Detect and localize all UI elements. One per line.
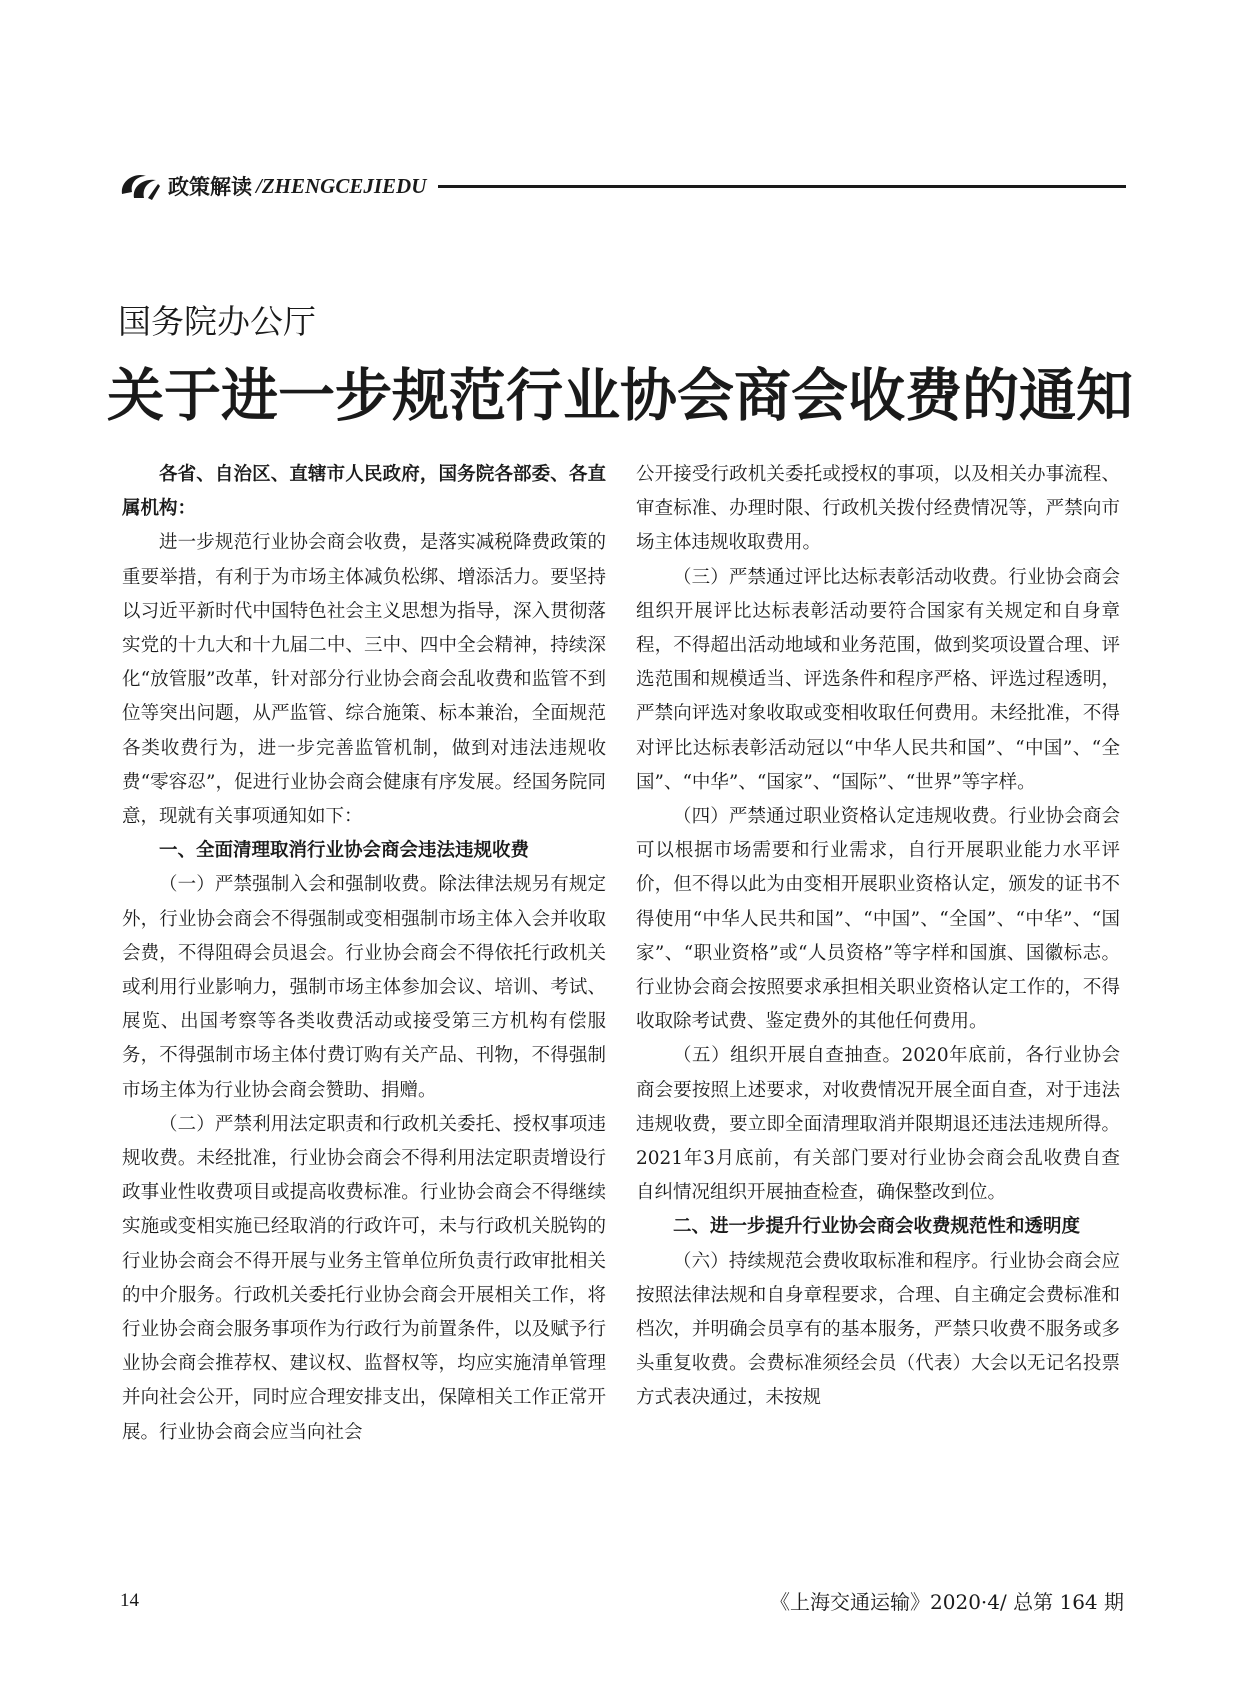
- paragraph-item-2: （二）严禁利用法定职责和行政机关委托、授权事项违规收费。未经批准，行业协会商会不得利用法定职责增设行政事业性收费项目或提高收费标准。行业协会商会不得继续实施或变相实施已经取消的行政许可，未与行政机关脱钩的行业协会商会不得开展与业务主管单位所负责行政审批相关的中介服务。行政机关委托行业协会商会开展相关工作，将行业协会商会服务事项作为行政行为前置条件，以及赋予行业协会商会推荐权、建议权、监督权等，均应实施清单管理并向社会公开，同时应合理安排支出，保障相关工作正常开展。行业协会商会应当向社会: [122, 1113, 606, 1443]
- section-heading-2: 二、进一步提升行业协会商会收费规范性和透明度: [673, 1216, 1081, 1238]
- left-column: [122, 458, 606, 1450]
- paragraph-intro: 进一步规范行业协会商会收费，是落实减税降费政策的重要举措，有利于为市场主体减负松绑、增添活力。要坚持以习近平新时代中国特色社会主义思想为指导，深入贯彻落实党的十九大和十九届二中、三中、四中全会精神，持续深化“放管服”改革，针对部分行业协会商会乱收费和监管不到位等突出问题，从严监管、综合施策、标本兼治，全面规范各类收费行为，进一步完善监管机制，做到对违法违规收费“零容忍”，促进行业协会商会健康有序发展。经国务院同意，现就有关事项通知如下：: [122, 532, 606, 828]
- paragraph-item-4: （四）严禁通过职业资格认定违规收费。行业协会商会可以根据市场需要和行业需求，自行开展职业能力水平评价，但不得以此为由变相开展职业资格认定，颁发的证书不得使用“中华人民共和国”、“中国”、“全国”、“中华”、“国家”、“职业资格”或“人员资格”等字样和国旗、国徽标志。行业协会商会按照要求承担相关职业资格认定工作的，不得收取除考试费、鉴定费外的其他任何费用。: [636, 806, 1120, 1033]
- journal-logo-icon: [118, 168, 162, 204]
- header-rule: [438, 185, 1126, 188]
- page-number: 14: [120, 1590, 139, 1611]
- section-title-english: /ZHENGCEJIEDU: [256, 173, 427, 198]
- paragraph-item-2-cont: 公开接受行政机关委托或授权的事项，以及相关办事流程、审查标准、办理时限、行政机关拨付经费情况等，严禁向市场主体违规收取费用。: [636, 464, 1120, 554]
- paragraph-item-6: （六）持续规范会费收取标准和程序。行业协会商会应按照法律法规和自身章程要求，合理、自主确定会费标准和档次，并明确会员享有的基本服务，严禁只收费不服务或多头重复收费。会费标准须经会员（代表）大会以无记名投票方式表决通过，未按规: [636, 1250, 1120, 1409]
- right-column: [636, 458, 1120, 1416]
- section-title: 政策解读: [168, 174, 252, 199]
- section-header: [118, 168, 1126, 204]
- paragraph-item-3: （三）严禁通过评比达标表彰活动收费。行业协会商会组织开展评比达标表彰活动要符合国家有关规定和自身章程，不得超出活动地域和业务范围，做到奖项设置合理、评选范围和规模适当、评选条件和程序严格、评选过程透明，严禁向评选对象收取或变相收取任何费用。未经批准，不得对评比达标表彰活动冠以“中华人民共和国”、“中国”、“全国”、“中华”、“国家”、“国际”、“世界”等字样。: [636, 566, 1120, 793]
- paragraph-item-5: （五）组织开展自查抽查。2020年底前，各行业协会商会要按照上述要求，对收费情况开展全面自查，对于违法违规收费，要立即全面清理取消并限期退还违法违规所得。2021年3月底前，有关部门要对行业协会商会乱收费自查自纠情况组织开展抽查检查，确保整改到位。: [636, 1045, 1120, 1204]
- article-issuer: 国务院办公厅: [118, 302, 316, 341]
- journal-citation: 《上海交通运输》2020·4/ 总第 164 期: [770, 1590, 1124, 1614]
- paragraph-item-1: （一）严禁强制入会和强制收费。除法律法规另有规定外，行业协会商会不得强制或变相强制市场主体入会并收取会费，不得阻碍会员退会。行业协会商会不得依托行政机关或利用行业影响力，强制市场主体参加会议、培训、考试、展览、出国考察等各类收费活动或接受第三方机构有偿服务，不得强制市场主体付费订购有关产品、刊物，不得强制市场主体为行业协会商会赞助、捐赠。: [122, 874, 606, 1101]
- section-heading-1: 一、全面清理取消行业协会商会违法违规收费: [159, 840, 530, 862]
- article-title: 关于进一步规范行业协会商会收费的通知: [107, 362, 1133, 429]
- salutation: 各省、自治区、直辖市人民政府，国务院各部委、各直属机构：: [122, 464, 606, 520]
